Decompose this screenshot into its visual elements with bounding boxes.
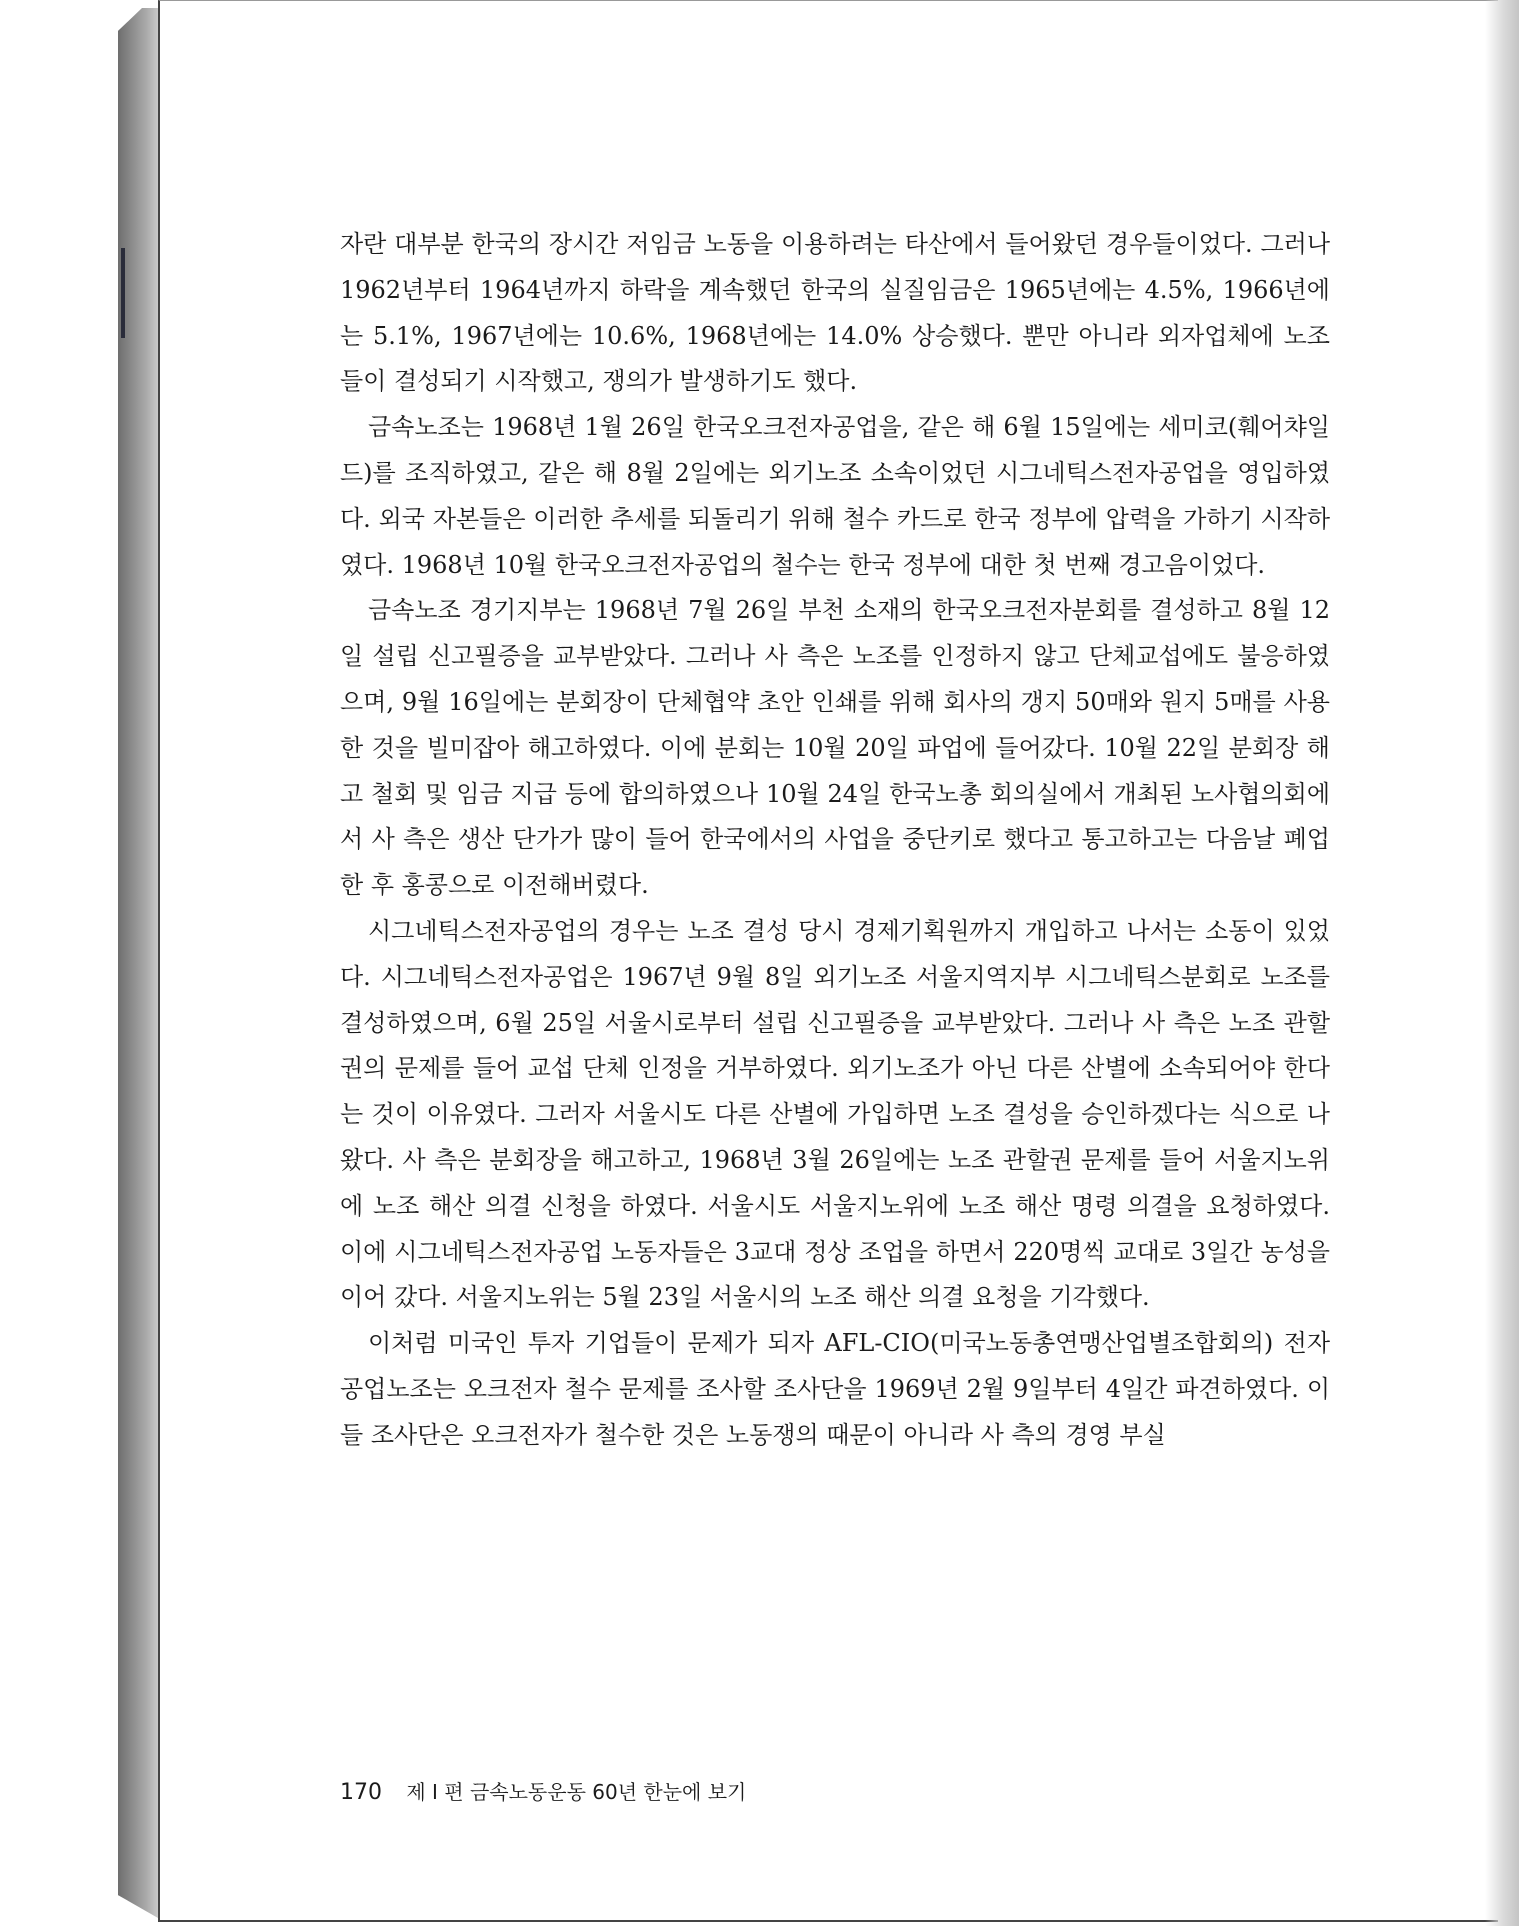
page-footer <box>340 1776 746 1805</box>
paragraph-3: 금속노조 경기지부는 1968년 7월 26일 부천 소재의 한국오크전자분회를 결성하고 8월 12일 설립 신고필증을 교부받았다. 그러나 사 측은 노조를 인정하지 않고 단체교섭에도 불응하였으며, 9월 16일에는 분회장이 단체협약 초안 인쇄를 위해 회사의 갱지 50매와 원지 5매를 사용한 것을 빌미잡아 해고하였다. 이에 분회는 10월 20일 파업에 들어갔다. 10월 22일 분회장 해고 철회 및 임금 지급 등에 합의하였으나 10월 24일 한국노총 회의실에서 개최된 노사협의회에서 사 측은 생산 단가가 많이 들어 한국에서의 사업을 중단키로 했다고 통고하고는 다음날 폐업한 후 홍콩으로 이전해버렸다. <box>340 596 1330 900</box>
spine-mark <box>121 248 125 338</box>
paragraph-2: 금속노조는 1968년 1월 26일 한국오크전자공업을, 같은 해 6월 15일에는 세미코(훼어챠일드)를 조직하였고, 같은 해 8월 2일에는 외기노조 소속이었던 시그네틱스전자공업을 영입하였다. 외국 자본들은 이러한 추세를 되돌리기 위해 철수 카드로 한국 정부에 압력을 가하기 시작하였다. 1968년 10월 한국오크전자공업의 철수는 한국 정부에 대한 첫 번째 경고음이었다. <box>340 413 1330 579</box>
paragraph-1: 자란 대부분 한국의 장시간 저임금 노동을 이용하려는 타산에서 들어왔던 경우들이었다. 그러나 1962년부터 1964년까지 하락을 계속했던 한국의 실질임금은 1965년에는 4.5%, 1966년에는 5.1%, 1967년에는 10.6%, 1968년에는 14.0% 상승했다. 뿐만 아니라 외자업체에 노조들이 결성되기 시작했고, 쟁의가 발생하기도 했다. <box>340 230 1330 396</box>
page-edge-shadow <box>1485 0 1519 1926</box>
running-title: 제 I 편 금속노동운동 60년 한눈에 보기 <box>406 1780 747 1804</box>
page-number: 170 <box>340 1780 382 1805</box>
paragraph-5: 이처럼 미국인 투자 기업들이 문제가 되자 AFL-CIO(미국노동총연맹산업별조합회의) 전자공업노조는 오크전자 철수 문제를 조사할 조사단을 1969년 2월 9일부터 4일간 파견하였다. 이들 조사단은 오크전자가 철수한 것은 노동쟁의 때문이 아니라 사 측의 경영 부실 <box>340 1329 1330 1449</box>
paragraph-4: 시그네틱스전자공업의 경우는 노조 결성 당시 경제기획원까지 개입하고 나서는 소동이 있었다. 시그네틱스전자공업은 1967년 9월 8일 외기노조 서울지역지부 시그네틱스분회로 노조를 결성하였으며, 6월 25일 서울시로부터 설립 신고필증을 교부받았다. 그러나 사 측은 노조 관할권의 문제를 들어 교섭 단체 인정을 거부하였다. 외기노조가 아닌 다른 산별에 소속되어야 한다는 것이 이유였다. 그러자 서울시도 다른 산별에 가입하면 노조 결성을 승인하겠다는 식으로 나왔다. 사 측은 분회장을 해고하고, 1968년 3월 26일에는 노조 관할권 문제를 들어 서울지노위에 노조 해산 의결 신청을 하였다. 서울시도 서울지노위에 노조 해산 명령 의결을 요청하였다. 이에 시그네틱스전자공업 노동자들은 3교대 정상 조업을 하면서 220명씩 교대로 3일간 농성을 이어 갔다. 서울지노위는 5월 23일 서울시의 노조 해산 의결 요청을 기각했다. <box>340 916 1330 1312</box>
body-text <box>340 222 1330 1459</box>
book-spine <box>118 8 158 1918</box>
